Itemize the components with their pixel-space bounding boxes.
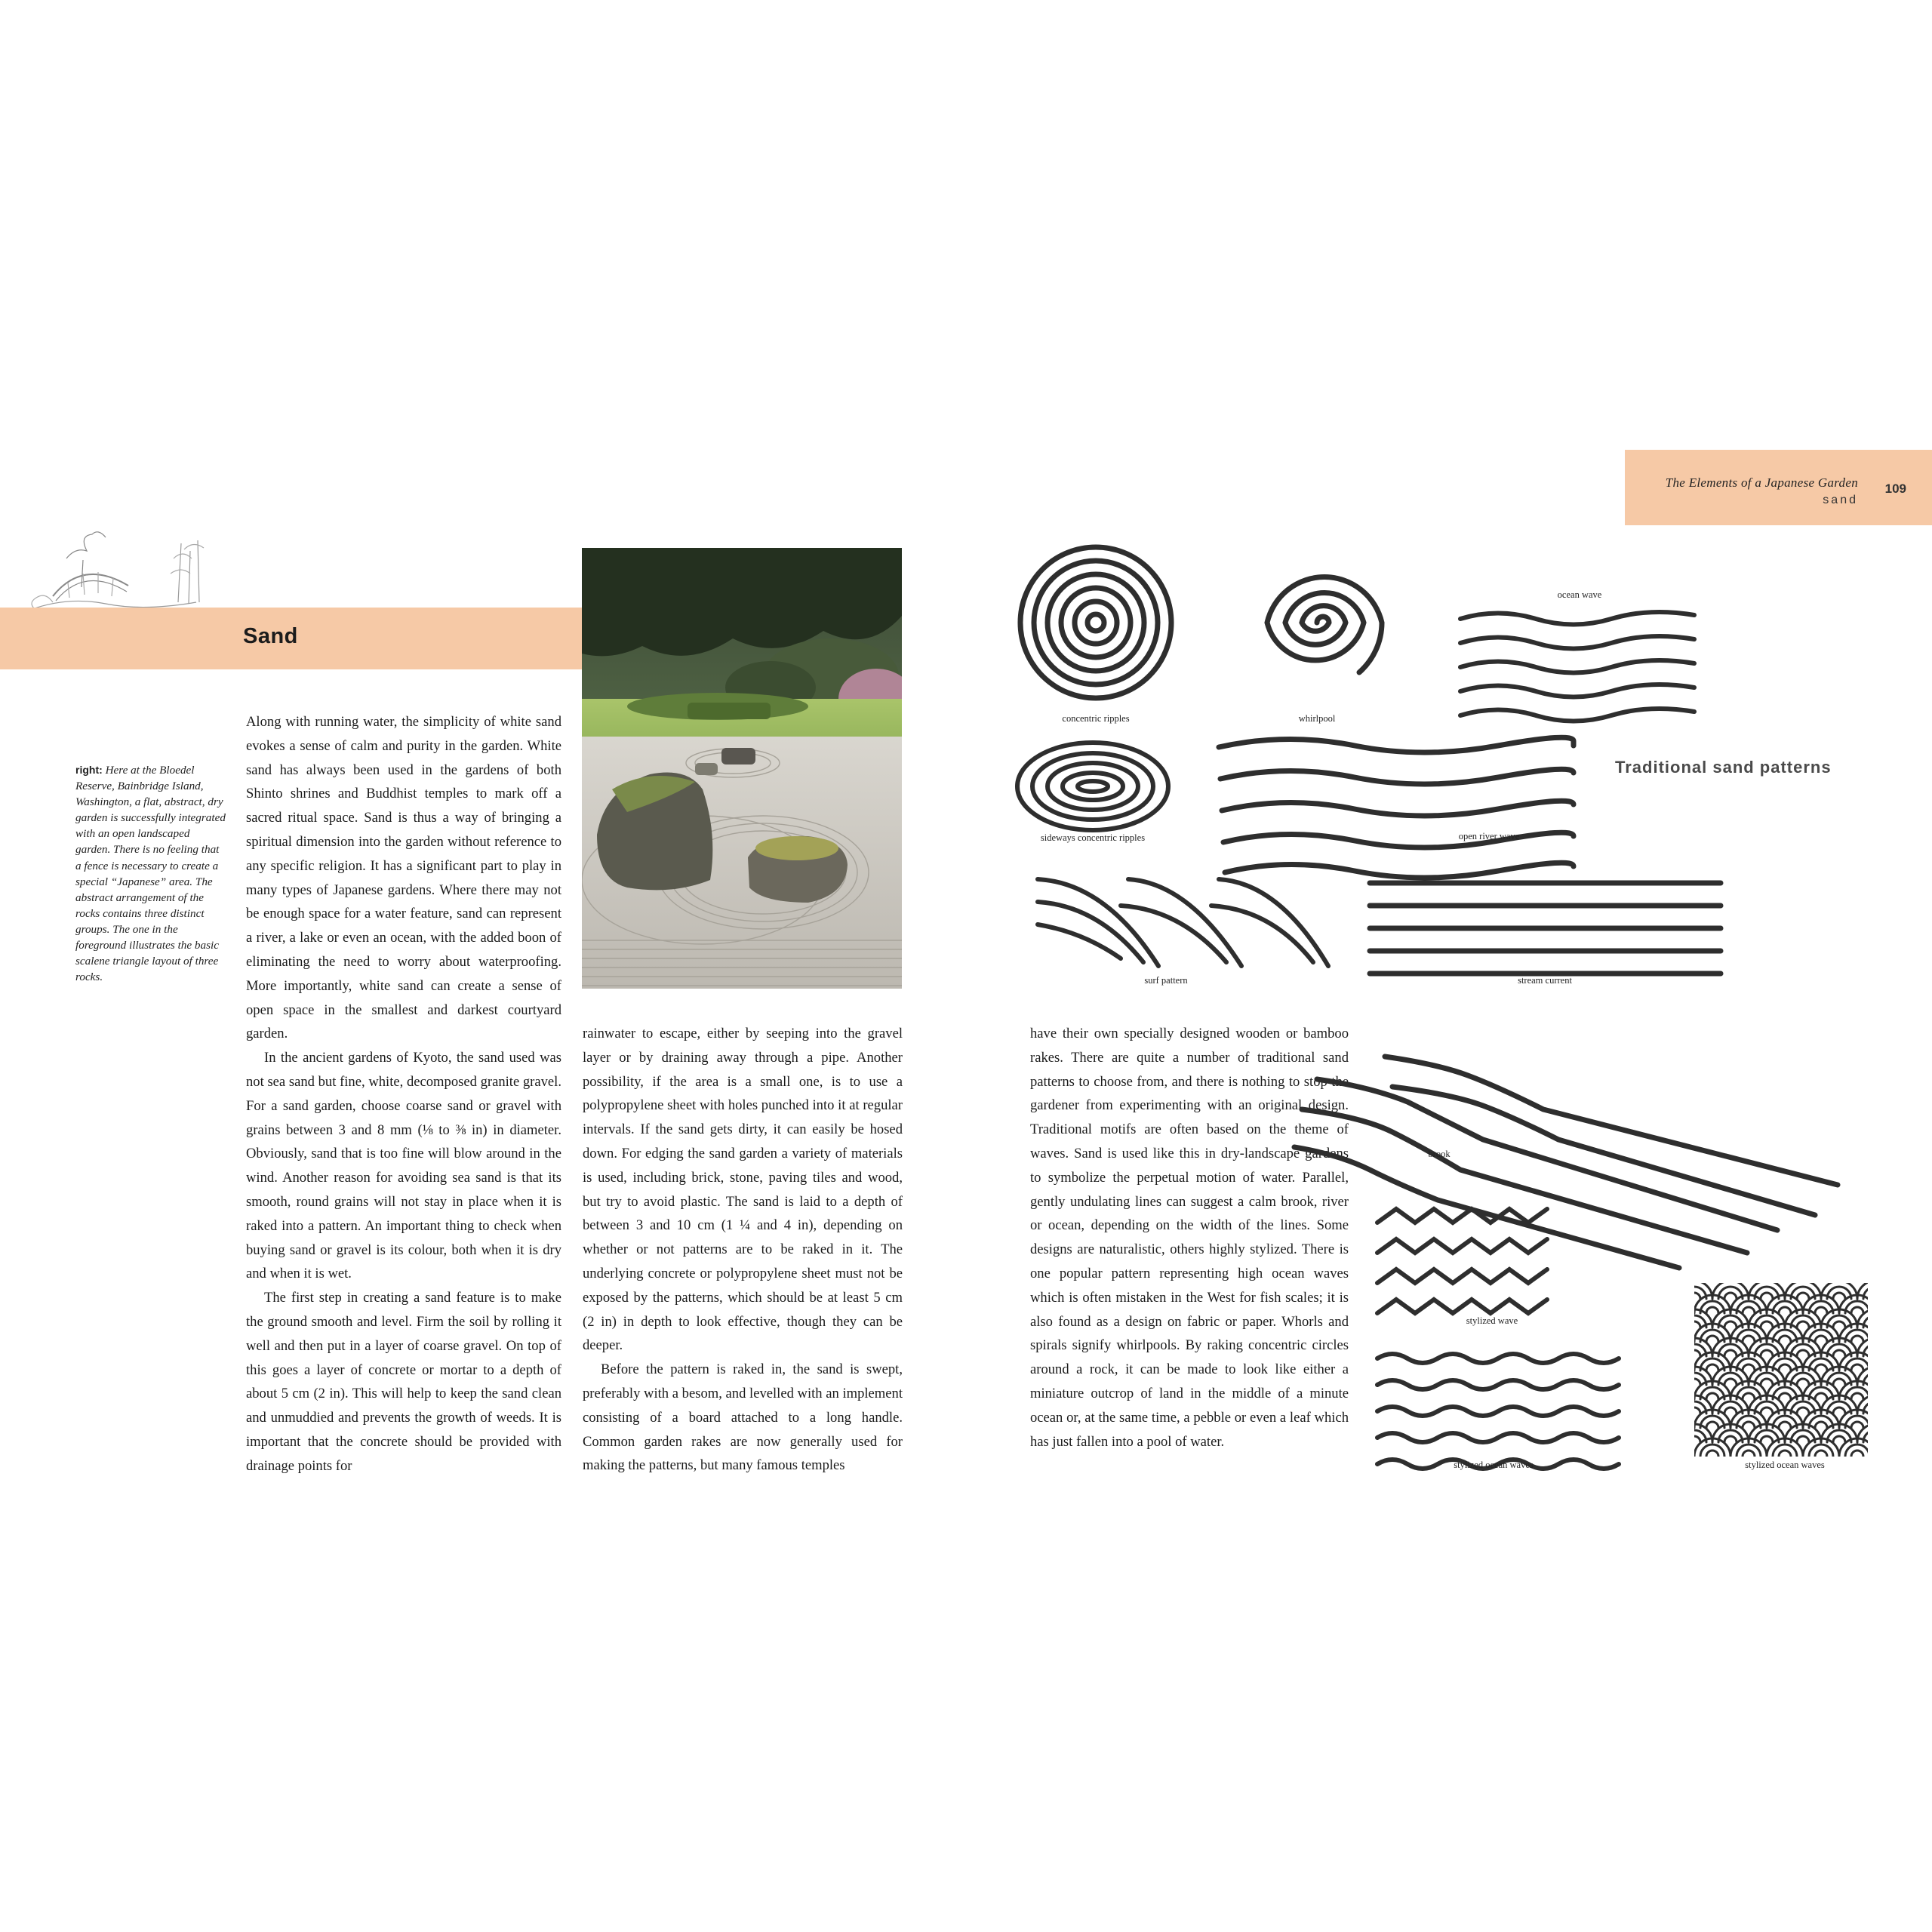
label-surf-pattern: surf pattern: [1144, 975, 1188, 986]
scale-arc: [1797, 1321, 1809, 1327]
label-whirlpool: whirlpool: [1298, 713, 1336, 724]
scale-arc: [1706, 1336, 1718, 1342]
photo-caption: [75, 762, 226, 985]
stream-current-pattern: [1370, 883, 1721, 974]
scale-arc: [1688, 1407, 1700, 1414]
scale-arc: [1851, 1422, 1863, 1428]
scale-arc: [1779, 1364, 1791, 1371]
scale-arc: [1833, 1379, 1845, 1385]
scale-arc: [1815, 1307, 1827, 1313]
ocean-wave-pattern: [1460, 612, 1694, 721]
label-stream-current: stream current: [1518, 975, 1572, 986]
scale-arc: [1743, 1364, 1755, 1371]
scale-arc: [1797, 1407, 1809, 1414]
caption-lead: right:: [75, 764, 103, 776]
scale-arc: [1797, 1293, 1809, 1299]
running-head: [1625, 450, 1932, 525]
label-concentric-ripples: concentric ripples: [1062, 713, 1130, 724]
label-open-river-wave: open river wave: [1458, 831, 1520, 841]
body-column-2: [583, 1022, 903, 1478]
scale-arc: [1743, 1422, 1755, 1428]
scale-arc: [1724, 1379, 1737, 1385]
paragraph: The first step in creating a sand feature is to make the ground smooth and level. Firm the soil by rolling it well and then put in a layer of coarse gravel. On top of this goes a layer of concrete or mortar to a depth of about 5 cm (2 in). This will help to keep the sand clean and unmuddied and prevents the growth of weeds. It is important that the concrete should be provided with drainage points for: [246, 1290, 561, 1474]
label-stylized-ocean-waves-2: stylized ocean waves: [1745, 1460, 1825, 1470]
paragraph: In the ancient gardens of Kyoto, the sand used was not sea sand but fine, white, decomposed granite gravel. For a sand garden, choose coarse sand or gravel with grains between 3 and 8 mm (⅛ to ⅜ in) in diameter. Obviously, sand that is too fine will blow around in the wind. Another reason for avoiding sea sand is that its smooth, round grains will not stay in place when it is raked into a pattern. An important thing to check when buying sand or gravel is its colour, both when it is dry and when it is wet.: [246, 1050, 561, 1282]
scale-arc: [1743, 1451, 1755, 1457]
running-head-section: sand: [1823, 494, 1858, 506]
running-head-title: The Elements of a Japanese Garden: [1665, 475, 1858, 490]
open-river-wave-pattern: [1219, 737, 1574, 878]
page-number: 109: [1884, 481, 1906, 496]
scale-arc: [1833, 1407, 1845, 1414]
scale-arc: [1779, 1393, 1791, 1399]
label-brook: brook: [1428, 1149, 1451, 1159]
scale-arc: [1815, 1393, 1827, 1399]
scale-arc: [1797, 1436, 1809, 1442]
scale-arc: [1706, 1393, 1718, 1399]
scale-arc: [1761, 1321, 1773, 1327]
scale-arc: [1779, 1307, 1791, 1313]
scale-arc: [1706, 1364, 1718, 1371]
scale-arc: [1833, 1350, 1845, 1356]
scale-arc: [1761, 1379, 1773, 1385]
scale-arc: [1706, 1422, 1718, 1428]
scale-arc: [1724, 1293, 1737, 1299]
whirlpool-pattern: [1267, 577, 1382, 672]
scale-arc: [1688, 1321, 1700, 1327]
scale-arc: [1688, 1379, 1700, 1385]
scale-arc: [1724, 1407, 1737, 1414]
scale-arc: [1851, 1336, 1863, 1342]
section-title: Sand: [243, 624, 298, 648]
label-sideways-concentric-ripples: sideways concentric ripples: [1040, 832, 1146, 843]
scale-arc: [1833, 1293, 1845, 1299]
scale-arc: [1851, 1364, 1863, 1371]
scale-arc: [1761, 1350, 1773, 1356]
scale-arc: [1779, 1451, 1791, 1457]
scale-arc: [1851, 1307, 1863, 1313]
patterns-heading: Traditional sand patterns: [1615, 758, 1832, 777]
paragraph: Before the pattern is raked in, the sand is swept, preferably with a besom, and levelled with an implement consisting of a board attached to a long handle. Common garden rakes are now generally used for making the patterns, but many famous temples: [583, 1361, 903, 1474]
scale-arc: [1815, 1364, 1827, 1371]
scale-arc: [1761, 1436, 1773, 1442]
scale-arc: [1815, 1422, 1827, 1428]
paragraph: rainwater to escape, either by seeping into the gravel layer or by draining away through a pipe. Another possibility, if the area is a small one, is to use a polypropylene sheet with holes punched into it at regular intervals. If the sand gets dirty, it can easily be hosed down. For edging the sand garden a variety of materials is used, including brick, stone, paving tiles and wood, but try to avoid plastic. The sand is laid to a depth of between 3 and 10 cm (1 ¼ and 4 in), depending on whether or not patterns are to be raked in it. The underlying concrete or polypropylene sheet must not be exposed by the patterns, which should be at least 5 cm (2 in) in depth to look effective, though they can be deeper.: [583, 1026, 903, 1354]
surf-pattern: [1038, 879, 1328, 966]
scale-arc: [1724, 1321, 1737, 1327]
scale-arc: [1833, 1436, 1845, 1442]
stylized-ocean-waves-lines-pattern: [1377, 1354, 1619, 1469]
stylized-ocean-waves-scales-pattern: [1676, 1281, 1875, 1457]
scale-arc: [1851, 1393, 1863, 1399]
scale-arc: [1815, 1336, 1827, 1342]
scale-arc: [1815, 1451, 1827, 1457]
scale-arc: [1724, 1350, 1737, 1356]
sideways-concentric-ripples-pattern: [1017, 743, 1168, 830]
brook-pattern: [1294, 1057, 1838, 1268]
dry-garden-photo: [582, 548, 902, 989]
scale-arc: [1779, 1422, 1791, 1428]
scale-arc: [1797, 1350, 1809, 1356]
scale-arc: [1743, 1336, 1755, 1342]
paragraph: Along with running water, the simplicity of white sand evokes a sense of calm and purity in the garden. White sand has always been used in the gardens of both Shinto shrines and Buddhist temples to mark off a sacred ritual space. Sand is thus a way of bringing a spiritual dimension into the garden without reference to any specific religion. It has a significant part to play in many types of Japanese gardens. Where there may not be enough space for a water feature, sand can represent a river, a lake or even an ocean, with the added boon of eliminating the need to worry about waterproofing. More importantly, white sand can create a sense of open space in the smallest and darkest courtyard garden.: [246, 714, 561, 1042]
label-stylized-ocean-waves-1: stylized ocean waves: [1454, 1460, 1534, 1470]
scale-arc: [1761, 1293, 1773, 1299]
scale-arc: [1706, 1451, 1718, 1457]
scale-arc: [1688, 1293, 1700, 1299]
paragraph: have their own specially designed wooden or bamboo rakes. There are quite a number of traditional sand patterns to choose from, and there is nothing to stop the gardener from experimenting with an original design. Traditional motifs are often based on the theme of waves. Sand is used like this in dry-landscape gardens to symbolize the perpetual motion of water. Parallel, gently undulating lines can suggest a calm brook, river or ocean, depending on the width of the lines. Some designs are naturalistic, others highly stylized. There is one popular pattern representing high ocean waves which is often mistaken in the West for fish scales; it is also found as a design on fabric or paper. Whorls and spirals signify whirlpools. By raking concentric circles around a rock, it can be made to look like either a miniature outcrop of land in the middle of a minute ocean or, at the same time, a pebble or even a leaf which has just fallen into a pool of water.: [1030, 1026, 1349, 1450]
scale-arc: [1743, 1307, 1755, 1313]
scale-arc: [1688, 1436, 1700, 1442]
scale-arc: [1743, 1393, 1755, 1399]
scale-arc: [1761, 1407, 1773, 1414]
scale-arc: [1779, 1336, 1791, 1342]
scale-arc: [1833, 1321, 1845, 1327]
section-title-band: [0, 608, 582, 669]
scale-arc: [1688, 1350, 1700, 1356]
scale-arc: [1851, 1451, 1863, 1457]
concentric-ripples-pattern: [1020, 547, 1171, 698]
scale-arc: [1724, 1436, 1737, 1442]
caption-text: Here at the Bloedel Reserve, Bainbridge Island, Washington, a flat, abstract, dry garden is successfully integrated with an open landscaped garden. There is no feeling that a fence is necessary to create a special “Japanese” area. The abstract arrangement of the rocks contains three distinct groups. The one in the foreground illustrates the basic scalene triangle layout of three rocks.: [75, 764, 226, 984]
label-ocean-wave: ocean wave: [1557, 589, 1602, 600]
scale-arc: [1706, 1307, 1718, 1313]
scale-arc: [1797, 1379, 1809, 1385]
body-column-1: [246, 710, 561, 1478]
sand-patterns-illustration: [1015, 543, 1875, 1494]
label-stylized-wave: stylized wave: [1466, 1315, 1518, 1326]
